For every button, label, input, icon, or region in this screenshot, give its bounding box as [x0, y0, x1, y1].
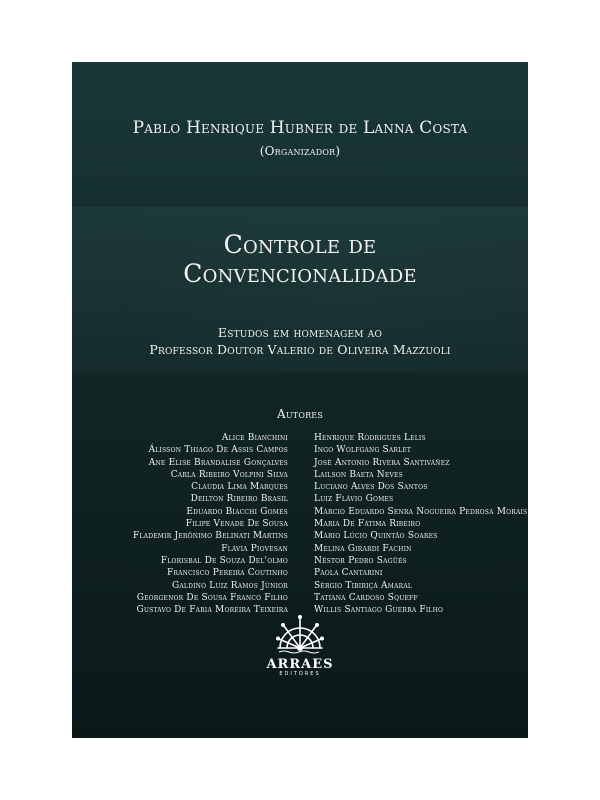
author-name: Georgenor De Sousa Franco Filho — [136, 592, 288, 603]
author-name: Néstor Pedro Sagüés — [314, 555, 407, 566]
publisher-name: ARRAES — [266, 657, 334, 672]
book-title-line-2: Convencionalidade — [183, 259, 417, 288]
author-name: Willis Santiago Guerra Filho — [314, 605, 444, 616]
book-subtitle-line-1: Estudos em homenagem ao — [217, 325, 383, 340]
authors-left-column — [82, 432, 288, 616]
author-name: Flávia Piovesan — [221, 543, 288, 554]
author-name: Filipe Venade De Sousa — [185, 519, 288, 530]
author-name: Claudia Lima Marques — [191, 482, 288, 493]
author-name: Lailson Baeta Neves — [314, 469, 403, 480]
author-name: Melina Girardi Fachin — [314, 543, 412, 554]
author-name: Gustavo De Faria Moreira Teixeira — [136, 605, 288, 616]
author-name: Francisco Pereira Coutinho — [166, 568, 288, 579]
publisher-subtitle: EDITORES — [279, 671, 321, 677]
book-cover — [72, 62, 528, 738]
organizer-name: Pablo Henrique Hubner de Lanna Costa — [132, 118, 468, 138]
author-name: Florisbal De Souza Del'olmo — [160, 555, 288, 566]
author-name: Flademir Jerônimo Belinati Martins — [133, 531, 288, 542]
organizer-role: (Organizador) — [259, 144, 341, 158]
author-name: Ane Elise Brandalise Gonçalves — [148, 457, 288, 468]
author-name: Álisson Thiago De Assis Campos — [148, 445, 288, 456]
author-name: José Antonio Rivera Santiváñez — [314, 457, 450, 468]
publisher-logo — [260, 612, 340, 702]
author-name: Luiz Flávio Gomes — [314, 494, 394, 505]
author-name: Ingo Wolfgang Sarlet — [314, 445, 412, 456]
author-name: Mário Lúcio Quintão Soares — [314, 531, 438, 542]
author-name: Henrique Rodrigues Lelis — [314, 433, 426, 443]
book-title — [72, 230, 528, 288]
author-name: Alice Bianchini — [221, 433, 288, 443]
book-subtitle-line-2: Professor Doutor Valerio de Oliveira Mazzuoli — [149, 342, 451, 357]
author-name: Eduardo Biacchi Gomes — [186, 506, 288, 517]
author-name: Galdino Luiz Ramos Júnior — [171, 580, 288, 591]
book-subtitle — [72, 324, 528, 358]
author-name: Paola Cantarini — [314, 568, 383, 579]
book-title-line-1: Controle de — [223, 230, 377, 259]
author-name: Sérgio Tibiriçá Amaral — [314, 580, 413, 591]
author-name: Carla Ribeiro Volpini Silva — [170, 469, 288, 480]
ship-wheel-icon — [275, 612, 325, 656]
authors-heading: Autores — [276, 407, 324, 421]
author-name: Márcio Eduardo Senra Nogueira Pedrosa Morais — [314, 506, 528, 517]
author-name: Maria De Fátima Ribeiro — [314, 519, 421, 530]
authors-right-column — [314, 432, 526, 616]
author-name: Luciano Alves Dos Santos — [314, 482, 428, 493]
author-name: Tatiana Cardoso Squeff — [314, 592, 418, 603]
author-name: Deilton Ribeiro Brasil — [190, 494, 288, 505]
